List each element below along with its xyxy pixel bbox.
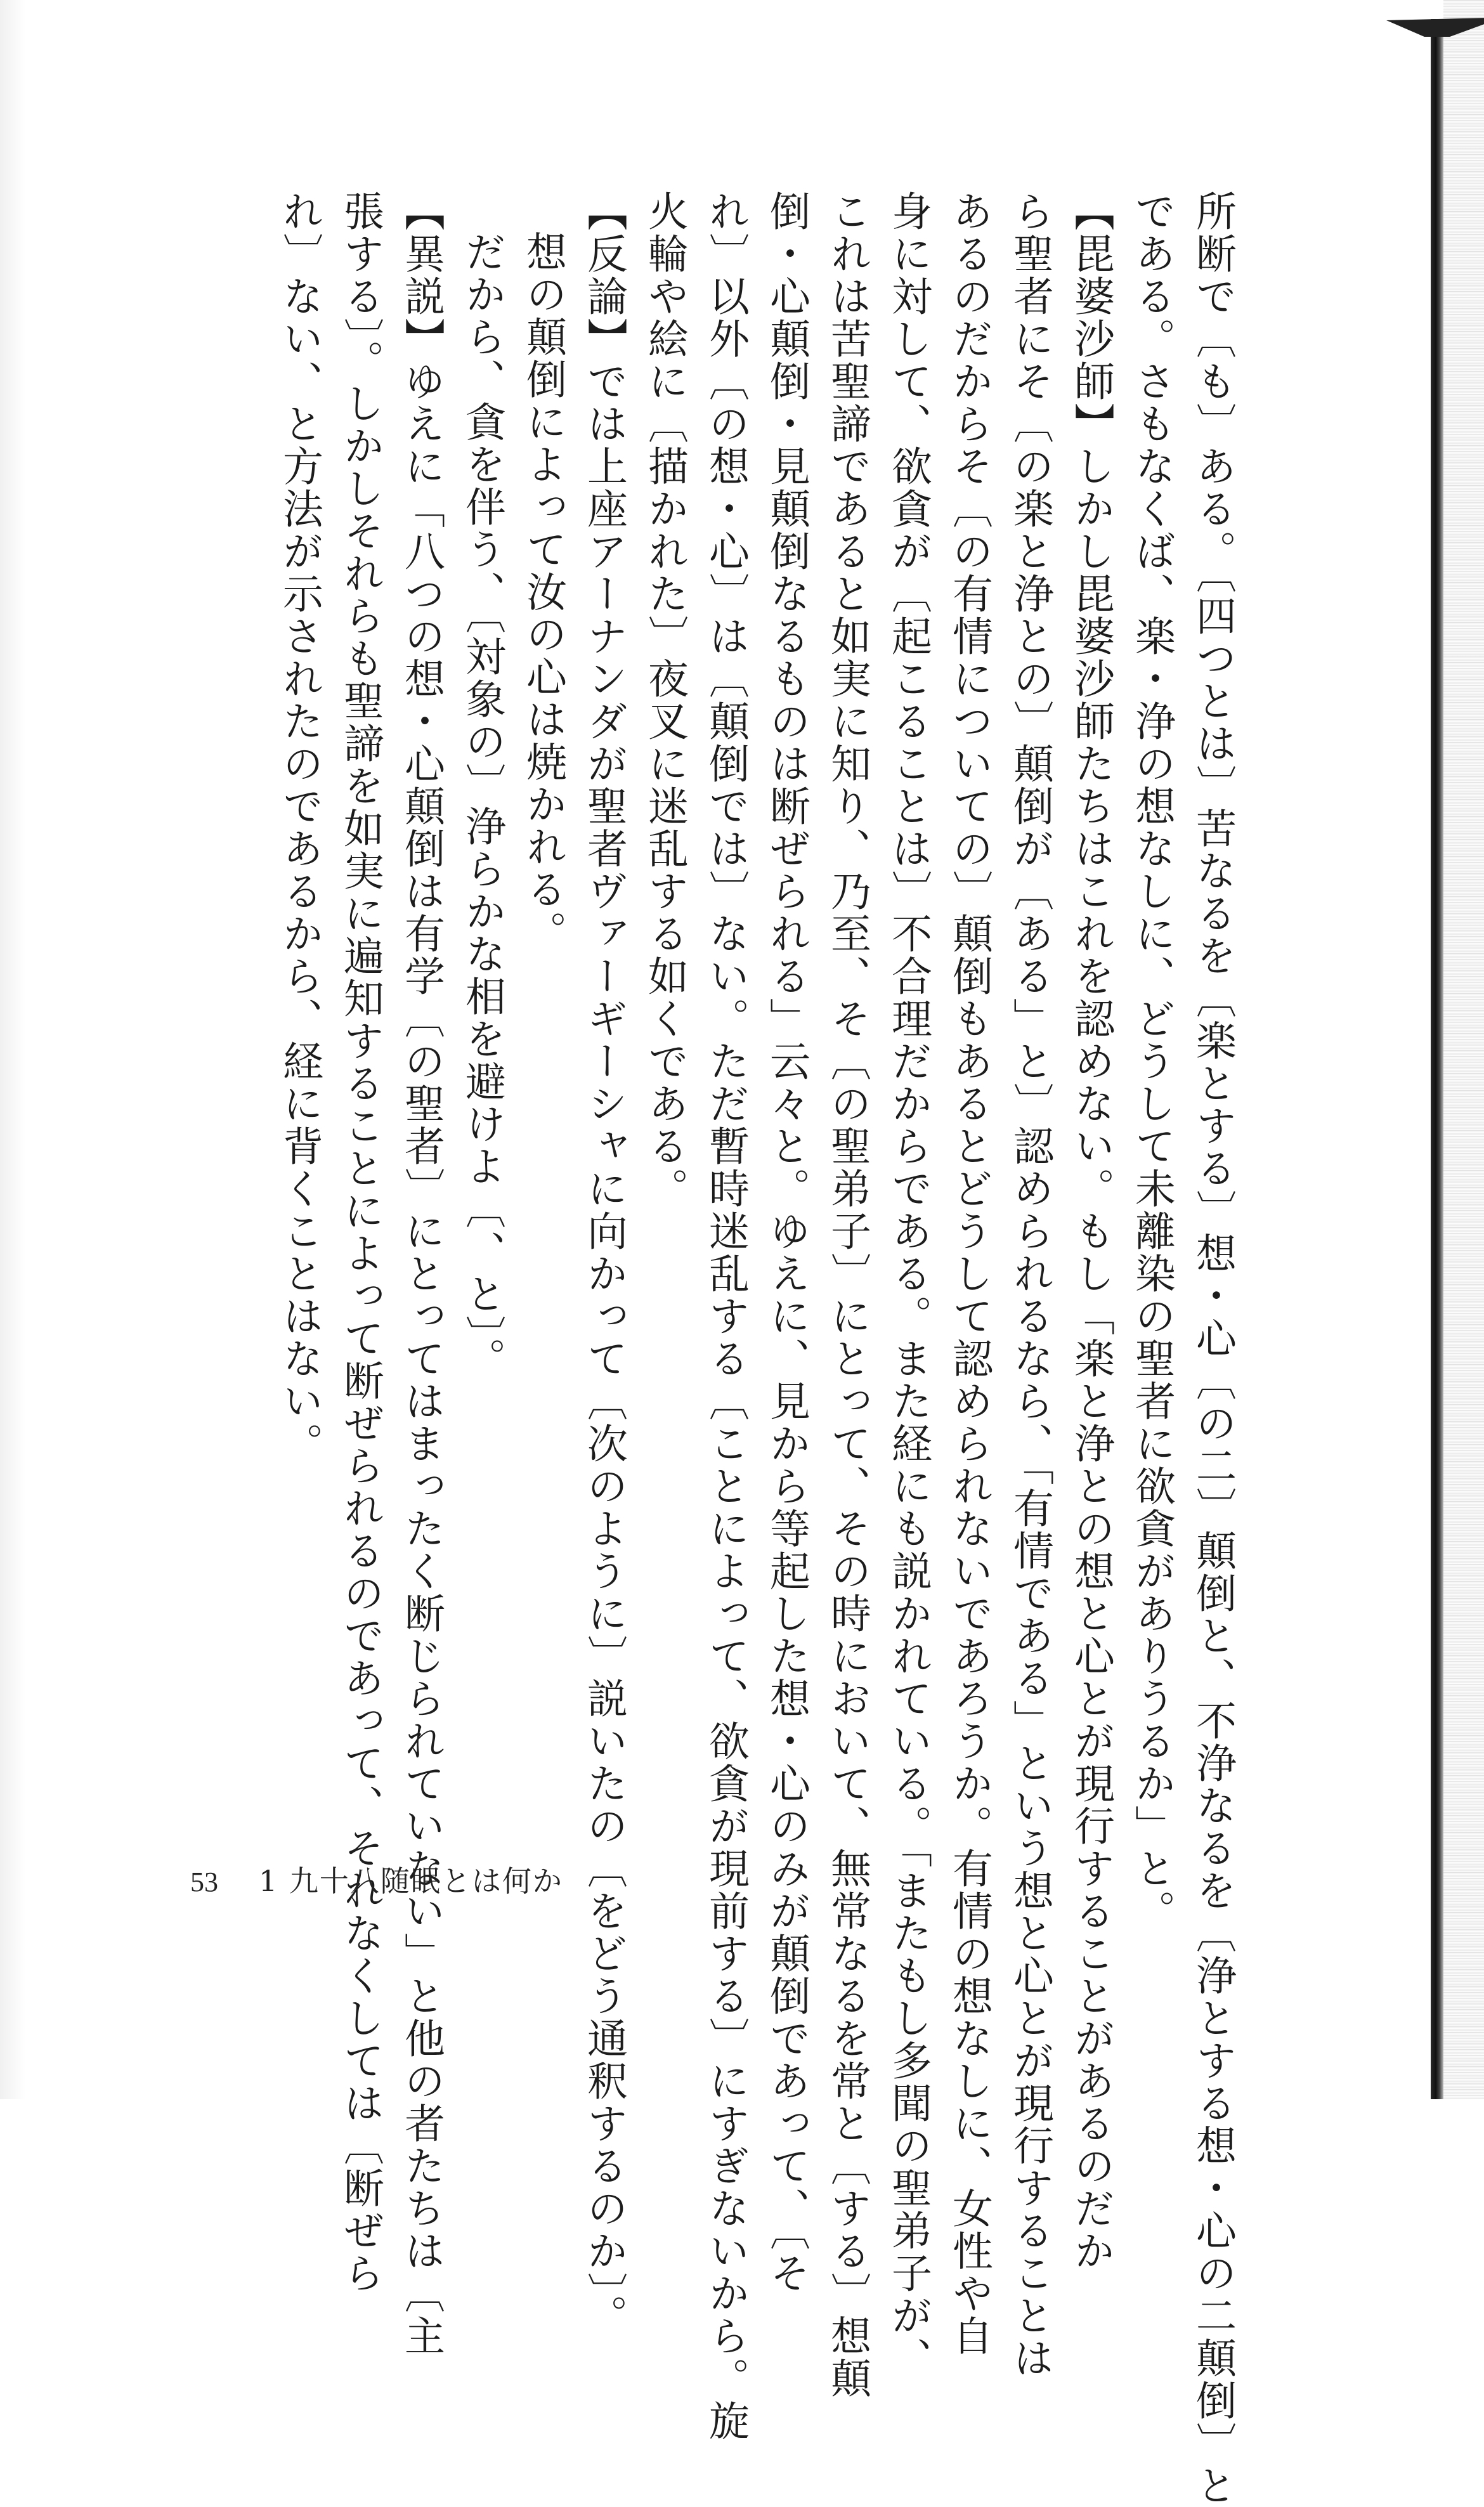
text-line: 所断で〔も〕ある。〔四つとは〕苦なるを〔楽とする〕想・心〔の二〕顛倒と、不浄なるを〔浄とする想・心の二顛倒〕と	[1189, 190, 1236, 2507]
text-line: 火輪や絵に〔描かれた〕夜叉に迷乱する如くである。	[641, 190, 688, 1210]
text-line: 【反論】では上座アーナンダが聖者ヴァーギーシャに向かって〔次のように〕説いたの〔をどう通釈するのか〕。	[580, 190, 627, 2337]
text-line: である。さもなくば、楽・浄の想なしに、どうして未離染の聖者に欲貪がありうるか」と。	[1128, 190, 1175, 1932]
text-line: これは苦聖諦であると如実に知り、乃至、そ〔の聖弟子〕にとって、その時において、無常なるを常と〔する〕想顛	[824, 190, 871, 2400]
text-line: ら聖者にそ〔の楽と浄との〕顛倒が〔ある」と〕認められるなら、「有情である」という想と心とが現行することは	[1006, 190, 1053, 2380]
verse-line: だから、貪を伴う、〔対象の〕浄らかな相を避けよ〔、と〕。	[459, 231, 505, 1380]
running-chapter-title: 1 九十八随眠とは何か	[259, 1864, 563, 1898]
text-line: 倒・心顛倒・見顛倒なるものは断ぜられる」云々と。ゆえに、見から等起した想・心のみが顛倒であって、〔そ	[763, 190, 810, 2295]
verse-line: 想の顛倒によって汝の心は焼かれる。	[519, 231, 566, 953]
text-line: 身に対して、欲貪が〔起こることは〕不合理だからである。また経にも説かれている。「またもし多聞の聖弟子が、	[885, 190, 932, 2380]
text-line: 張する〕。しかしそれらも聖諦を如実に遍知することによって断ぜられるのであって、それなくしては〔断ぜら	[337, 190, 384, 2295]
text-line: れ〕ない、と方法が示されたのであるから、経に背くことはない。	[276, 190, 323, 1465]
text-line: あるのだからそ〔の有情についての〕顛倒もあるとどうして認められないであろうか。有情の想なしに、女性や自	[946, 190, 993, 2357]
spine-cap	[1386, 18, 1484, 37]
page-footer	[190, 1858, 563, 1903]
page-number: 53	[190, 1866, 218, 1898]
text-line: 【毘婆沙師】しかし毘婆沙師たちはこれを認めない。もし「楽と浄との想と心とが現行することがあるのだか	[1067, 190, 1114, 2272]
scan-edge	[0, 0, 25, 2099]
text-line: 【異説】ゆえに「八つの想・心顛倒は有学〔の聖者〕にとってはまったく断じられていない」と他の者たちは〔主	[398, 190, 445, 2357]
text-line: れ〕以外〔の想・心〕は〔顛倒では〕ない。ただ暫時迷乱する〔ことによって、欲貪が現前する〕にすぎないから。旋	[702, 190, 749, 2442]
binding-shadow	[1443, 0, 1484, 2099]
book-spine	[1431, 19, 1443, 2099]
